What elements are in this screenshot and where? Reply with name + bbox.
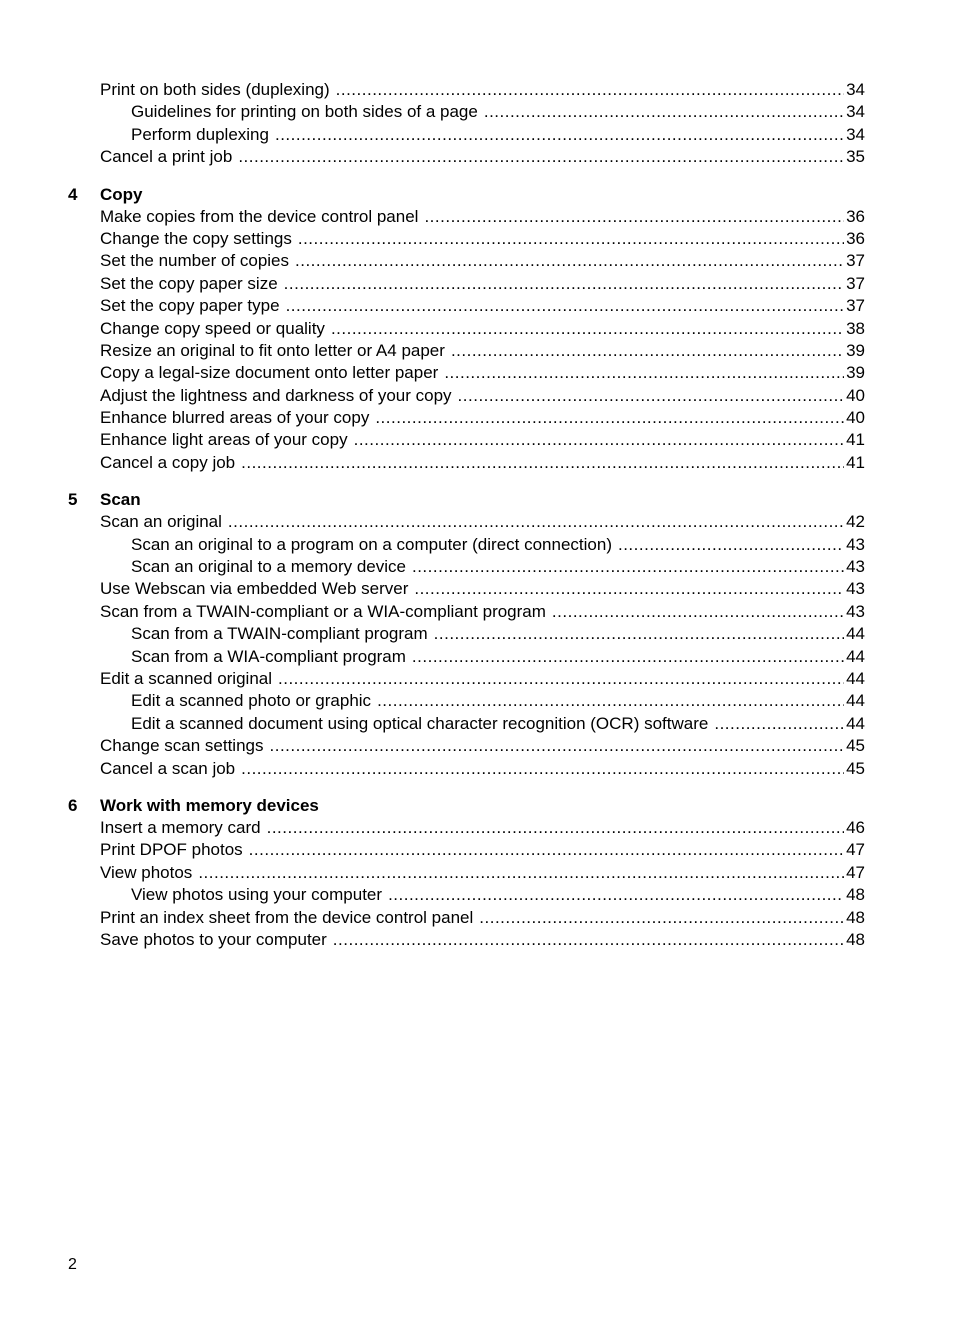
dot-leader [618, 534, 844, 556]
chapter-number: 4 [68, 184, 78, 204]
toc-entry-page: 41 [846, 430, 865, 450]
toc-entry-title: Edit a scanned original [100, 668, 273, 688]
chapter-number: 5 [68, 490, 78, 510]
dot-leader [375, 407, 844, 429]
toc-entry-page: 34 [846, 124, 865, 144]
toc-entry-title: Change the copy settings [100, 228, 292, 248]
toc-entry-title: Resize an original to fit onto letter or A4 paper [100, 340, 445, 360]
toc-entry-title: View photos using your computer [131, 885, 383, 905]
toc-entry-title: Edit a scanned photo or graphic [131, 691, 372, 711]
toc-entry-title: Print DPOF photos [100, 840, 243, 860]
toc-entry[interactable] [68, 839, 865, 861]
toc-entry-page: 48 [846, 929, 865, 949]
chapter-heading[interactable] [68, 488, 865, 511]
toc-entry-page: 45 [846, 758, 865, 778]
dot-leader [479, 907, 844, 929]
toc-entry-page: 41 [846, 452, 865, 472]
toc-entry-title: Use Webscan via embedded Web server [100, 579, 409, 599]
toc-entry[interactable] [68, 407, 865, 429]
toc-entry-page: 35 [846, 147, 865, 167]
dot-leader [331, 318, 844, 340]
chapter-title: Copy [100, 184, 143, 204]
toc-entry-title: Scan an original [100, 512, 222, 532]
toc-entry-title: Enhance light areas of your copy [100, 430, 348, 450]
toc-chapter [68, 488, 865, 780]
dot-leader [424, 206, 844, 228]
toc-entry-title: View photos [100, 862, 193, 882]
toc-entry[interactable] [68, 578, 865, 600]
toc-entry[interactable] [68, 452, 865, 474]
toc-entry-page: 38 [846, 318, 865, 338]
toc-entry-page: 47 [846, 862, 865, 882]
toc-entry[interactable] [68, 250, 865, 272]
toc-entry[interactable] [68, 735, 865, 757]
toc-entry[interactable] [68, 146, 865, 168]
toc-entry[interactable] [68, 601, 865, 623]
toc-entry-page: 48 [846, 885, 865, 905]
toc-entry-page: 44 [846, 668, 865, 688]
dot-leader [298, 228, 844, 250]
dot-leader [238, 146, 844, 168]
toc-entry[interactable] [68, 101, 865, 123]
toc-entry[interactable] [68, 713, 865, 735]
toc-entry-page: 44 [846, 624, 865, 644]
toc-entry-title: Set the copy paper type [100, 296, 280, 316]
toc-entry-title: Guidelines for printing on both sides of a page [131, 102, 478, 122]
toc-entry-title: Scan from a WIA-compliant program [131, 646, 406, 666]
dot-leader [270, 735, 845, 757]
dot-leader [275, 124, 844, 146]
toc-entry[interactable] [68, 273, 865, 295]
dot-leader [267, 817, 844, 839]
toc-entry[interactable] [68, 556, 865, 578]
toc-entry-title: Insert a memory card [100, 817, 261, 837]
toc-entry[interactable] [68, 690, 865, 712]
toc-entry[interactable] [68, 862, 865, 884]
toc-entry[interactable] [68, 340, 865, 362]
toc-entry-page: 44 [846, 646, 865, 666]
dot-leader [412, 556, 844, 578]
dot-leader [412, 646, 844, 668]
toc-entry-title: Make copies from the device control panel [100, 206, 419, 226]
toc-entry-page: 39 [846, 363, 865, 383]
toc-entry-page: 34 [846, 80, 865, 99]
dot-leader [333, 929, 844, 951]
toc-continuation [68, 79, 865, 169]
toc-entry[interactable] [68, 206, 865, 228]
toc-entry-title: Print an index sheet from the device control panel [100, 907, 474, 927]
toc-chapter [68, 183, 865, 475]
toc-entry-page: 40 [846, 385, 865, 405]
dot-leader [458, 385, 845, 407]
toc-entry[interactable] [68, 907, 865, 929]
toc-entry-page: 44 [846, 713, 865, 733]
toc-chapters [68, 183, 865, 952]
dot-leader [241, 758, 844, 780]
toc-entry[interactable] [68, 668, 865, 690]
dot-leader [228, 511, 844, 533]
toc-entry-title: Perform duplexing [131, 124, 269, 144]
toc-entry-page: 48 [846, 907, 865, 927]
toc-entry-page: 43 [846, 601, 865, 621]
toc-entry[interactable] [68, 318, 865, 340]
toc-entry[interactable] [68, 362, 865, 384]
dot-leader [451, 340, 844, 362]
toc-entry[interactable] [68, 817, 865, 839]
toc-entry-page: 43 [846, 534, 865, 554]
chapter-title: Work with memory devices [100, 795, 319, 815]
toc-entry-title: Enhance blurred areas of your copy [100, 408, 370, 428]
toc-entry-title: Scan an original to a program on a computer (direct connection) [131, 534, 612, 554]
dot-leader [241, 452, 844, 474]
dot-leader [198, 862, 844, 884]
toc-entry-page: 44 [846, 691, 865, 711]
toc-entry[interactable] [68, 124, 865, 146]
dot-leader [284, 273, 844, 295]
toc-entry[interactable] [68, 295, 865, 317]
toc-entry[interactable] [68, 79, 865, 101]
dot-leader [278, 668, 844, 690]
toc-entry-page: 43 [846, 579, 865, 599]
toc-entry-title: Set the copy paper size [100, 273, 278, 293]
toc-entry-page: 42 [846, 512, 865, 532]
table-of-contents [68, 79, 865, 965]
toc-entry-page: 40 [846, 408, 865, 428]
dot-leader [714, 713, 844, 735]
dot-leader [484, 101, 844, 123]
toc-entry-page: 39 [846, 340, 865, 360]
dot-leader [336, 79, 844, 101]
dot-leader [295, 250, 844, 272]
toc-entry[interactable] [68, 228, 865, 250]
toc-entry[interactable] [68, 884, 865, 906]
dot-leader [377, 690, 844, 712]
toc-entry[interactable] [68, 429, 865, 451]
toc-entry-title: Set the number of copies [100, 251, 290, 271]
dot-leader [354, 429, 844, 451]
toc-entry-title: Scan from a TWAIN-compliant program [131, 624, 428, 644]
dot-leader [414, 578, 844, 600]
toc-entry-title: Scan from a TWAIN-compliant or a WIA-compliant program [100, 601, 546, 621]
dot-leader [249, 839, 844, 861]
toc-entry[interactable] [68, 534, 865, 556]
chapter-number: 6 [68, 795, 78, 815]
page-number: 2 [68, 1256, 77, 1273]
dot-leader [434, 623, 844, 645]
toc-entry[interactable] [68, 929, 865, 951]
toc-entry-title: Adjust the lightness and darkness of your copy [100, 385, 452, 405]
toc-entry-page: 47 [846, 840, 865, 860]
toc-entry[interactable] [68, 385, 865, 407]
toc-entry-page: 36 [846, 228, 865, 248]
toc-entry-title: Cancel a print job [100, 147, 233, 167]
chapter-heading[interactable] [68, 183, 865, 206]
toc-entry[interactable] [68, 758, 865, 780]
dot-leader [552, 601, 844, 623]
toc-entry-title: Save photos to your computer [100, 929, 327, 949]
toc-entry[interactable] [68, 646, 865, 668]
toc-entry[interactable] [68, 511, 865, 533]
toc-entry-page: 37 [846, 296, 865, 316]
toc-entry-title: Cancel a scan job [100, 758, 236, 778]
toc-entry-page: 37 [846, 273, 865, 293]
toc-entry-title: Copy a legal-size document onto letter paper [100, 363, 439, 383]
toc-entry-title: Change scan settings [100, 736, 264, 756]
toc-chapter [68, 794, 865, 951]
toc-entry-page: 37 [846, 251, 865, 271]
toc-entry-page: 36 [846, 206, 865, 226]
toc-entry-page: 46 [846, 817, 865, 837]
chapter-heading[interactable] [68, 794, 865, 817]
toc-entry-title: Print on both sides (duplexing) [100, 80, 330, 99]
toc-entry-title: Cancel a copy job [100, 452, 236, 472]
toc-entry-page: 45 [846, 736, 865, 756]
dot-leader [444, 362, 844, 384]
toc-entry-title: Change copy speed or quality [100, 318, 325, 338]
toc-entry-page: 43 [846, 557, 865, 577]
toc-entry[interactable] [68, 623, 865, 645]
toc-entry-page: 34 [846, 102, 865, 122]
toc-entry-title: Scan an original to a memory device [131, 557, 406, 577]
toc-entry-title: Edit a scanned document using optical character recognition (OCR) software [131, 713, 709, 733]
chapter-title: Scan [100, 490, 141, 510]
dot-leader [388, 884, 844, 906]
dot-leader [286, 295, 845, 317]
